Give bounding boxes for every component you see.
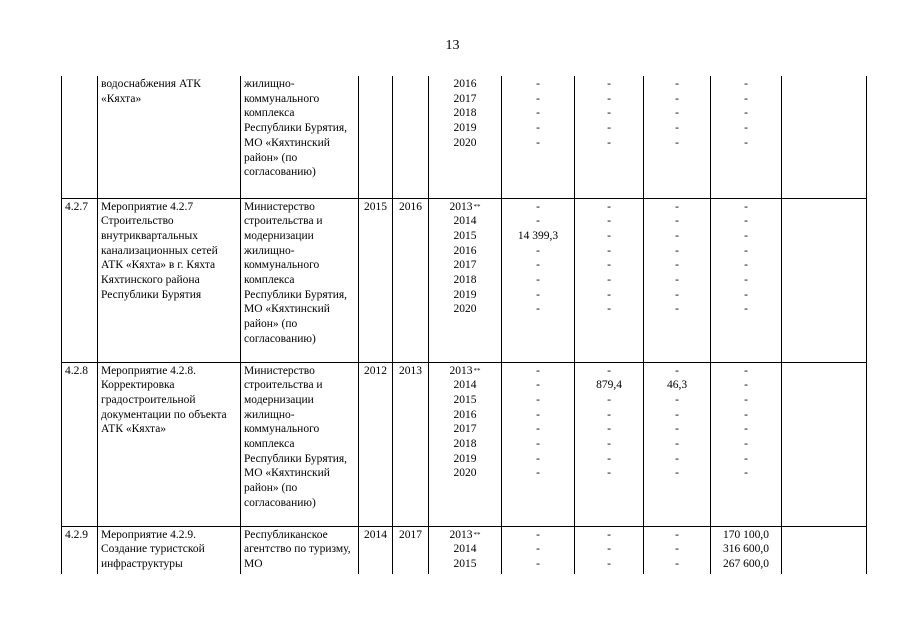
funding-col4-value: -: [744, 78, 748, 90]
funding-col2-value: -: [607, 259, 611, 272]
start-year-text: 2015: [364, 200, 387, 213]
finance-year: [432, 77, 498, 92]
funding-col2-value: -: [607, 543, 611, 556]
funding-col1: [502, 76, 575, 198]
funding-col4-value: -: [744, 303, 748, 316]
funding-col3-value: -: [675, 408, 679, 421]
finance-year: [432, 378, 498, 393]
funding-col2-value: -: [607, 288, 611, 301]
finance-year: [432, 288, 498, 303]
finance-year-text: 2018: [453, 107, 477, 120]
finance-year-text: 2020: [453, 136, 477, 149]
funding-col1-value: -: [536, 543, 540, 556]
finance-year: [432, 393, 498, 408]
measure-name-text: Мероприятие 4.2.7 Строительство внутриквартальных канализационных сетей АТК «Кяхта» в г. Кяхта Кяхтинского района Республики Бурятия: [101, 200, 218, 301]
empty-cell: [782, 76, 867, 198]
funding-col3: [644, 198, 711, 362]
funding-col4-value: -: [744, 423, 748, 436]
funding-col4: [711, 198, 782, 362]
footnote-mark: **: [473, 530, 481, 539]
funding-col1-value: -: [536, 528, 540, 541]
measure-code-text: 4.2.9: [65, 528, 88, 541]
funding-col2-value: -: [607, 107, 611, 120]
funding-col1-value: -: [536, 437, 540, 450]
finance-year: [432, 273, 498, 288]
funding-col3-value: -: [675, 288, 679, 301]
finance-year: [432, 408, 498, 423]
finance-year-text: 2018: [453, 273, 477, 286]
funding-col1: [502, 526, 575, 574]
finance-year-text: 2015: [453, 229, 477, 242]
end-year-text: 2016: [399, 200, 422, 213]
funding-col3: [644, 362, 711, 526]
funding-col1-value: -: [536, 259, 540, 272]
start-year: [359, 76, 393, 198]
funding-col1: [502, 198, 575, 362]
measure-executor-text: Республиканское агентство по туризму, МО: [244, 528, 351, 570]
start-year: [359, 198, 393, 362]
funding-col3-value: -: [675, 78, 679, 90]
table-row: [62, 362, 867, 526]
funding-col4-value: -: [744, 452, 748, 465]
funding-col2-value: -: [607, 303, 611, 316]
measure-name: [98, 362, 241, 526]
finance-year-text: 2017: [453, 423, 477, 436]
funding-col2-value: -: [607, 437, 611, 450]
finance-year: [432, 121, 498, 136]
funding-col3-value: -: [675, 423, 679, 436]
finance-year-text: 2015: [453, 557, 477, 570]
end-year-text: 2013: [399, 364, 422, 377]
measure-executor: [241, 362, 359, 526]
finance-year: [432, 528, 498, 543]
empty-cell: [782, 362, 867, 526]
measure-code: [62, 76, 98, 198]
funding-col2: [575, 362, 644, 526]
funding-col2-value: -: [607, 364, 611, 377]
finance-years: [429, 526, 502, 574]
funding-col2-value: -: [607, 408, 611, 421]
funding-col2-value: -: [607, 244, 611, 257]
finance-year: [432, 92, 498, 107]
funding-col2-value: -: [607, 78, 611, 90]
measure-name-text: Мероприятие 4.2.9. Создание туристской инфраструктуры: [101, 528, 205, 570]
end-year: [393, 362, 429, 526]
measure-name: [98, 76, 241, 198]
end-year-text: 2017: [399, 528, 422, 541]
funding-col1-value: -: [536, 136, 540, 149]
finance-year: [432, 466, 498, 481]
finance-year: [432, 244, 498, 259]
finance-year-text: 2014: [453, 543, 477, 556]
empty-cell: [782, 526, 867, 574]
funding-col4-value: -: [744, 136, 748, 149]
funding-col4-value: -: [744, 393, 748, 406]
funding-col4-value: 316 600,0: [723, 543, 769, 556]
table-row: [62, 526, 867, 574]
finance-year: [432, 229, 498, 244]
funding-col1-value: -: [536, 78, 540, 90]
measure-executor-text: Министерство строительства и модернизации жилищно-коммунального комплекса Республики Бурятия, МО «Кяхтинский район» (по согласованию): [244, 200, 348, 345]
funding-col2-value: -: [607, 423, 611, 436]
funding-col3-value: -: [675, 467, 679, 480]
page-number: 13: [445, 38, 460, 53]
finance-year-text: 2014: [453, 215, 477, 228]
finance-year-text: 2017: [453, 92, 477, 105]
funding-col4-value: -: [744, 92, 748, 105]
measure-code-text: 4.2.7: [65, 200, 88, 213]
funding-col1: [502, 362, 575, 526]
funding-col2-value: -: [607, 393, 611, 406]
finance-year: [432, 557, 498, 572]
funding-col3-value: 46,3: [666, 379, 688, 392]
finance-year: [432, 200, 498, 215]
end-year: [393, 198, 429, 362]
measure-code: [62, 362, 98, 526]
funding-col3-value: -: [675, 200, 679, 213]
funding-col3-value: -: [675, 528, 679, 541]
finance-year: [432, 136, 498, 151]
table-row: [62, 76, 867, 198]
funding-col4-value: -: [744, 215, 748, 228]
footnote-mark: **: [473, 202, 481, 211]
funding-col3: [644, 526, 711, 574]
funding-col4-value: -: [744, 107, 748, 120]
funding-col4-value: 267 600,0: [723, 557, 769, 570]
funding-col1-value: -: [536, 393, 540, 406]
funding-col3-value: -: [675, 92, 679, 105]
start-year: [359, 362, 393, 526]
funding-col3-value: -: [675, 136, 679, 149]
measure-name-text: водоснабжения АТК «Кяхта»: [101, 78, 201, 105]
funding-col3: [644, 76, 711, 198]
funding-col4-value: -: [744, 379, 748, 392]
funding-col4-value: -: [744, 437, 748, 450]
measure-name: [98, 526, 241, 574]
finance-year-text: 2019: [453, 288, 477, 301]
measure-executor: [241, 76, 359, 198]
funding-col1-value: -: [536, 557, 540, 570]
funding-col3-value: -: [675, 215, 679, 228]
program-measures-table: [61, 76, 867, 574]
finance-years: [429, 362, 502, 526]
funding-col4-value: -: [744, 467, 748, 480]
funding-col2-value: -: [607, 122, 611, 135]
funding-col3-value: -: [675, 557, 679, 570]
measure-code: [62, 526, 98, 574]
measure-name: [98, 198, 241, 362]
funding-col1-value: -: [536, 200, 540, 213]
start-year: [359, 526, 393, 574]
table-body: [62, 76, 867, 574]
funding-col3-value: -: [675, 273, 679, 286]
funding-col4-value: -: [744, 364, 748, 377]
measure-executor-text: Министерство строительства и модернизации жилищно-коммунального комплекса Республики Бурятия, МО «Кяхтинский район» (по согласованию): [244, 364, 348, 509]
funding-col1-value: -: [536, 107, 540, 120]
funding-col3-value: -: [675, 364, 679, 377]
finance-year: [432, 106, 498, 121]
finance-year: [432, 302, 498, 317]
funding-col4-value: -: [744, 244, 748, 257]
funding-col2: [575, 76, 644, 198]
funding-col4: [711, 76, 782, 198]
funding-col2-value: -: [607, 200, 611, 213]
funding-col2-value: -: [607, 229, 611, 242]
measure-executor: [241, 198, 359, 362]
finance-year: [432, 364, 498, 379]
finance-year: [432, 258, 498, 273]
start-year-text: 2012: [364, 364, 387, 377]
funding-col1-value: -: [536, 452, 540, 465]
funding-col1-value: -: [536, 215, 540, 228]
table-row: [62, 198, 867, 362]
funding-col3-value: -: [675, 303, 679, 316]
funding-col1-value: -: [536, 364, 540, 377]
funding-col2-value: -: [607, 557, 611, 570]
funding-col1-value: -: [536, 92, 540, 105]
finance-year-text: 2016: [453, 244, 477, 257]
finance-year-text: 2013: [449, 364, 473, 377]
funding-col2-value: 879,4: [596, 379, 622, 392]
funding-col1-value: -: [536, 423, 540, 436]
finance-year: [432, 452, 498, 467]
funding-col2-value: -: [607, 528, 611, 541]
funding-col4-value: -: [744, 408, 748, 421]
funding-col2: [575, 198, 644, 362]
finance-year: [432, 437, 498, 452]
funding-col3-value: -: [675, 259, 679, 272]
finance-year-text: 2016: [453, 78, 477, 90]
funding-col3-value: -: [675, 229, 679, 242]
measure-executor-text: жилищно-коммунального комплекса Республики Бурятия, МО «Кяхтинский район» (по согласованию): [244, 78, 348, 179]
funding-col4: [711, 362, 782, 526]
funding-col3-value: -: [675, 122, 679, 135]
funding-col2-value: -: [607, 452, 611, 465]
end-year: [393, 526, 429, 574]
finance-year-text: 2018: [453, 437, 477, 450]
funding-col1-value: -: [536, 303, 540, 316]
finance-year-text: 2019: [453, 452, 477, 465]
funding-col3-value: -: [675, 244, 679, 257]
funding-col4: [711, 526, 782, 574]
finance-year: [432, 422, 498, 437]
funding-col1-value: -: [536, 379, 540, 392]
funding-col4-value: -: [744, 273, 748, 286]
end-year: [393, 76, 429, 198]
finance-year-text: 2016: [453, 408, 477, 421]
funding-col1-value: -: [536, 244, 540, 257]
finance-year-text: 2020: [453, 467, 477, 480]
funding-col4-value: -: [744, 200, 748, 213]
finance-year-text: 2020: [453, 303, 477, 316]
funding-col3-value: -: [675, 437, 679, 450]
funding-col1-value: 14 399,3: [517, 229, 559, 242]
funding-col3-value: -: [675, 452, 679, 465]
funding-col3-value: -: [675, 393, 679, 406]
finance-year-text: 2015: [453, 393, 477, 406]
finance-year-text: 2013: [449, 200, 473, 213]
measure-code-text: 4.2.8: [65, 364, 88, 377]
finance-years: [429, 76, 502, 198]
funding-col4-value: -: [744, 288, 748, 301]
footnote-mark: **: [473, 366, 481, 375]
start-year-text: 2014: [364, 528, 387, 541]
measure-code: [62, 198, 98, 362]
funding-col2-value: -: [607, 136, 611, 149]
funding-col3-value: -: [675, 107, 679, 120]
finance-year: [432, 542, 498, 557]
funding-col4-value: -: [744, 122, 748, 135]
funding-col1-value: -: [536, 122, 540, 135]
funding-col4-value: -: [744, 259, 748, 272]
funding-col2: [575, 526, 644, 574]
funding-col2-value: -: [607, 467, 611, 480]
funding-col2-value: -: [607, 215, 611, 228]
finance-year-text: 2014: [453, 379, 477, 392]
finance-year-text: 2013: [449, 528, 473, 541]
funding-col1-value: -: [536, 467, 540, 480]
funding-col3-value: -: [675, 543, 679, 556]
measure-executor: [241, 526, 359, 574]
funding-col1-value: -: [536, 288, 540, 301]
funding-col4-value: -: [744, 229, 748, 242]
funding-col1-value: -: [536, 273, 540, 286]
funding-col2-value: -: [607, 273, 611, 286]
finance-year-text: 2019: [453, 122, 477, 135]
empty-cell: [782, 198, 867, 362]
finance-year-text: 2017: [453, 259, 477, 272]
funding-col1-value: -: [536, 408, 540, 421]
measure-name-text: Мероприятие 4.2.8. Корректировка градостроительной документации по объекта АТК «Кяхта»: [101, 364, 227, 436]
funding-col2-value: -: [607, 92, 611, 105]
finance-years: [429, 198, 502, 362]
funding-col4-value: 170 100,0: [723, 528, 769, 541]
finance-year: [432, 214, 498, 229]
